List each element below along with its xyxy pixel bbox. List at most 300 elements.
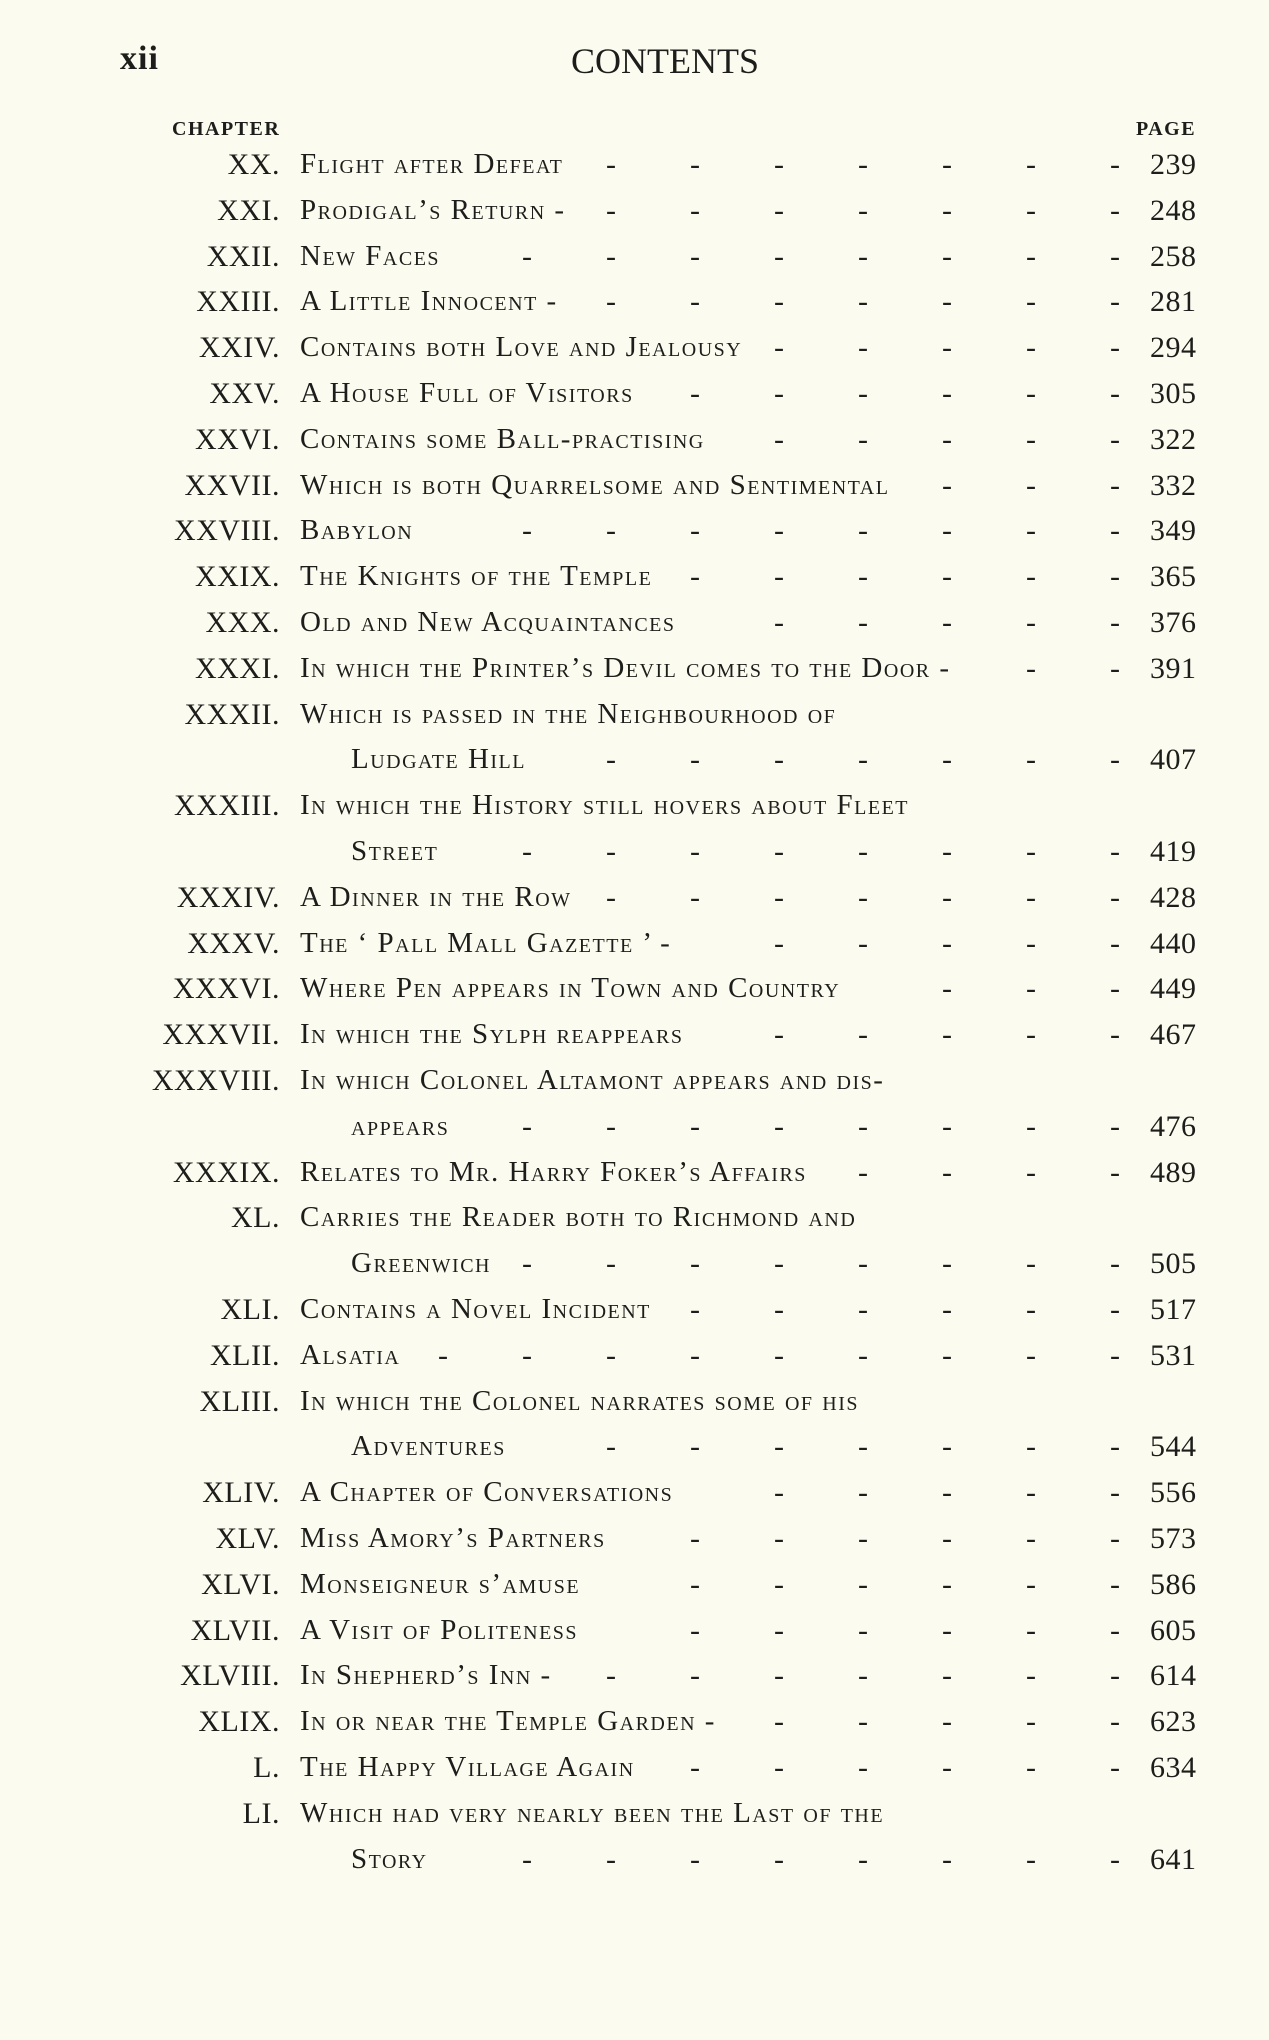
- leader-dash: -: [774, 1338, 784, 1372]
- leader-dash: -: [522, 1109, 532, 1143]
- chapter-number: LI.: [242, 1796, 280, 1830]
- leader-dash: -: [1026, 651, 1036, 685]
- leader-dash: -: [1110, 331, 1120, 365]
- leader-dash: -: [690, 1109, 700, 1143]
- chapter-number: XXI.: [217, 193, 280, 227]
- leader-dash: -: [858, 1705, 868, 1739]
- chapter-title: Prodigal’s Return -: [300, 193, 566, 226]
- leader-dash: -: [438, 1338, 448, 1372]
- chapter-title: The ‘ Pall Mall Gazette ’ -: [300, 926, 672, 959]
- chapter-number: XX.: [227, 148, 280, 181]
- chapter-title: Old and New Acquaintances: [300, 606, 676, 638]
- leader-dash: -: [774, 1109, 784, 1143]
- leader-dash: -: [1110, 1338, 1120, 1372]
- chapter-title-continuation: Ludgate Hill: [351, 743, 526, 776]
- chapter-title: Monseigneur s’amuse: [300, 1567, 581, 1600]
- leader-dash: -: [942, 514, 952, 548]
- contents-entry: [0, 377, 1269, 423]
- page-number: 365: [1150, 560, 1197, 594]
- chapter-title: Which is both Quarrelsome and Sentimental: [300, 468, 890, 501]
- leader-dash: -: [1110, 972, 1120, 1006]
- leader-dash: -: [690, 1247, 700, 1281]
- leader-dash: -: [858, 1751, 868, 1784]
- page-number: 467: [1150, 1018, 1197, 1052]
- leader-dash: -: [690, 377, 700, 410]
- chapter-title: Contains a Novel Incident: [300, 1293, 651, 1325]
- leader-dash: -: [1110, 560, 1120, 594]
- leader-dash: -: [522, 835, 532, 868]
- leader-dash: -: [1026, 1476, 1036, 1510]
- leader-dash: -: [690, 835, 700, 868]
- leader-dash: -: [1110, 651, 1120, 685]
- leader-dash: -: [606, 1842, 616, 1876]
- chapter-number: XXXVI.: [172, 972, 280, 1006]
- chapter-title: Contains both Love and Jealousy: [300, 331, 743, 364]
- leader-dash: -: [606, 835, 616, 868]
- chapter-title-continuation: appears: [351, 1109, 450, 1142]
- leader-dash: -: [942, 331, 952, 365]
- leader-dash: -: [774, 193, 784, 227]
- page-number: 349: [1150, 514, 1197, 548]
- chapter-title: A House Full of Visitors: [300, 377, 634, 409]
- chapter-title-continuation: Adventures: [351, 1430, 506, 1463]
- page-number: 391: [1150, 651, 1197, 685]
- leader-dash: -: [942, 1476, 952, 1510]
- page-number: 623: [1150, 1705, 1197, 1739]
- leader-dash: -: [1110, 377, 1120, 410]
- chapter-number: XXVII.: [184, 468, 280, 502]
- leader-dash: -: [942, 422, 952, 456]
- leader-dash: -: [774, 285, 784, 319]
- page-number: 614: [1150, 1659, 1197, 1693]
- contents-entry: [0, 1797, 1269, 1843]
- leader-dash: -: [774, 1705, 784, 1739]
- contents-entry: [0, 423, 1269, 469]
- chapter-title: A Dinner in the Row: [300, 880, 572, 913]
- leader-dash: -: [858, 606, 868, 639]
- leader-dash: -: [522, 514, 532, 548]
- leader-dash: -: [522, 239, 532, 273]
- leader-dash: -: [858, 514, 868, 548]
- leader-dash: -: [942, 1751, 952, 1784]
- leader-dash: -: [1026, 1293, 1036, 1326]
- leader-dash: -: [858, 148, 868, 181]
- chapter-title: The Knights of the Temple: [300, 560, 653, 593]
- leader-dash: -: [858, 1659, 868, 1693]
- leader-dash: -: [774, 377, 784, 410]
- contents-entry: [0, 927, 1269, 973]
- chapter-title: In which the Sylph reappears: [300, 1018, 684, 1051]
- leader-dash: -: [858, 1613, 868, 1647]
- leader-dash: -: [690, 1522, 700, 1555]
- leader-dash: -: [690, 1567, 700, 1601]
- leader-dash: -: [1110, 835, 1120, 868]
- leader-dash: -: [1026, 560, 1036, 594]
- contents-entry: [0, 240, 1269, 286]
- leader-dash: -: [774, 560, 784, 594]
- leader-dash: -: [606, 1338, 616, 1372]
- leader-dash: -: [942, 835, 952, 868]
- leader-dash: -: [942, 1705, 952, 1739]
- contents-entry: [0, 1522, 1269, 1568]
- leader-dash: -: [942, 1247, 952, 1281]
- leader-dash: -: [774, 743, 784, 777]
- leader-dash: -: [606, 880, 616, 914]
- leader-dash: -: [1026, 1247, 1036, 1281]
- leader-dash: -: [1026, 514, 1036, 548]
- leader-dash: -: [1110, 1659, 1120, 1693]
- contents-entry: [0, 1339, 1269, 1385]
- leader-dash: -: [858, 1476, 868, 1510]
- leader-dash: -: [858, 1247, 868, 1281]
- leader-dash: -: [858, 422, 868, 456]
- contents-entry: [0, 1659, 1269, 1705]
- leader-dash: -: [774, 239, 784, 273]
- chapter-title: Relates to Mr. Harry Foker’s Affairs: [300, 1155, 807, 1188]
- page-number: 476: [1150, 1109, 1197, 1143]
- leader-dash: -: [1110, 1109, 1120, 1143]
- page-number: 376: [1150, 606, 1197, 639]
- contents-entry: [0, 972, 1269, 1018]
- leader-dash: -: [942, 880, 952, 914]
- page-number: 332: [1150, 468, 1197, 502]
- chapter-number: XXXIX.: [172, 1155, 280, 1189]
- leader-dash: -: [858, 835, 868, 868]
- leader-dash: -: [1110, 468, 1120, 502]
- chapter-title: Carries the Reader both to Richmond and: [300, 1201, 857, 1234]
- contents-entry: [0, 469, 1269, 515]
- chapter-title: New Faces: [300, 239, 441, 272]
- leader-dash: -: [1110, 743, 1120, 777]
- chapter-number: XLIX.: [198, 1705, 280, 1739]
- leader-dash: -: [774, 514, 784, 548]
- chapter-number: XLIV.: [202, 1476, 280, 1510]
- leader-dash: -: [942, 1338, 952, 1372]
- leader-dash: -: [1026, 285, 1036, 319]
- page-number: 489: [1150, 1155, 1197, 1189]
- leader-dash: -: [942, 560, 952, 594]
- leader-dash: -: [1026, 148, 1036, 181]
- contents-entry: [0, 789, 1269, 835]
- leader-dash: -: [1110, 1155, 1120, 1189]
- chapter-title: Which is passed in the Neighbourhood of: [300, 697, 837, 730]
- page-number: 586: [1150, 1567, 1197, 1601]
- leader-dash: -: [1110, 193, 1120, 227]
- chapter-title: Contains some Ball-practising: [300, 422, 705, 455]
- leader-dash: -: [1110, 1613, 1120, 1647]
- leader-dash: -: [1110, 1842, 1120, 1876]
- leader-dash: -: [606, 743, 616, 777]
- page-number: 641: [1150, 1842, 1197, 1876]
- contents-entry: [0, 1568, 1269, 1614]
- leader-dash: -: [858, 926, 868, 960]
- leader-dash: -: [690, 1751, 700, 1784]
- page-number: 440: [1150, 926, 1197, 960]
- leader-dash: -: [858, 1293, 868, 1326]
- leader-dash: -: [606, 193, 616, 227]
- contents-entry: [0, 1201, 1269, 1247]
- leader-dash: -: [774, 1522, 784, 1555]
- leader-dash: -: [1110, 1018, 1120, 1052]
- leader-dash: -: [1110, 422, 1120, 456]
- leader-dash: -: [774, 1659, 784, 1693]
- leader-dash: -: [942, 1018, 952, 1052]
- chapter-number: XXXVII.: [162, 1018, 280, 1052]
- chapter-number: XLVI.: [201, 1567, 280, 1601]
- leader-dash: -: [1026, 377, 1036, 410]
- leader-dash: -: [690, 239, 700, 273]
- contents-entry: [0, 148, 1269, 194]
- chapter-title: In which Colonel Altamont appears and dis-: [300, 1064, 885, 1096]
- chapter-number: XXIV.: [198, 331, 280, 365]
- chapter-title: Which had very nearly been the Last of the: [300, 1796, 885, 1829]
- contents-entry-continuation: [0, 1843, 1269, 1889]
- leader-dash: -: [942, 1613, 952, 1647]
- leader-dash: -: [1026, 1567, 1036, 1601]
- leader-dash: -: [1110, 285, 1120, 319]
- contents-entry: [0, 1156, 1269, 1202]
- leader-dash: -: [1110, 1293, 1120, 1326]
- leader-dash: -: [858, 1155, 868, 1189]
- leader-dash: -: [942, 468, 952, 502]
- chapter-number: XXX.: [205, 606, 280, 639]
- page-number: 605: [1150, 1613, 1197, 1647]
- chapter-title: Alsatia: [300, 1338, 401, 1371]
- chapter-title: A Little Innocent -: [300, 285, 558, 318]
- contents-entry: [0, 1705, 1269, 1751]
- leader-dash: -: [1110, 606, 1120, 639]
- chapter-title: In which the History still hovers about Fleet: [300, 789, 910, 822]
- chapter-number: XXXIV.: [176, 880, 280, 914]
- contents-entry: [0, 652, 1269, 698]
- leader-dash: -: [774, 1751, 784, 1784]
- leader-dash: -: [690, 193, 700, 227]
- leader-dash: -: [942, 239, 952, 273]
- chapter-number: XXV.: [209, 377, 280, 410]
- chapter-title: Miss Amory’s Partners: [300, 1522, 606, 1554]
- chapter-number: XLVIII.: [180, 1659, 280, 1693]
- page-number: 531: [1150, 1338, 1197, 1372]
- leader-dash: -: [606, 1109, 616, 1143]
- leader-dash: -: [1026, 606, 1036, 639]
- chapter-title: In which the Printer’s Devil comes to the Door -: [300, 651, 951, 684]
- contents-entry: [0, 881, 1269, 927]
- page-number: 407: [1150, 743, 1197, 777]
- contents-entry: [0, 698, 1269, 744]
- chapter-number: XLI.: [220, 1293, 280, 1326]
- leader-dash: -: [1026, 422, 1036, 456]
- leader-dash: -: [1110, 1751, 1120, 1784]
- leader-dash: -: [1026, 880, 1036, 914]
- chapter-number: XXXI.: [195, 651, 280, 685]
- leader-dash: -: [1110, 880, 1120, 914]
- leader-dash: -: [774, 880, 784, 914]
- leader-dash: -: [774, 1018, 784, 1052]
- leader-dash: -: [858, 193, 868, 227]
- page-number: 305: [1150, 377, 1197, 410]
- contents-entry-continuation: [0, 1430, 1269, 1476]
- contents-entry-continuation: [0, 1247, 1269, 1293]
- leader-dash: -: [942, 926, 952, 960]
- chapter-title: A Chapter of Conversations: [300, 1476, 674, 1509]
- leader-dash: -: [1026, 1842, 1036, 1876]
- page-number: 428: [1150, 880, 1197, 914]
- leader-dash: -: [1026, 926, 1036, 960]
- chapter-number: XXIII.: [196, 285, 280, 319]
- leader-dash: -: [774, 926, 784, 960]
- contents-entry: [0, 560, 1269, 606]
- leader-dash: -: [774, 1293, 784, 1326]
- leader-dash: -: [774, 1430, 784, 1464]
- leader-dash: -: [606, 239, 616, 273]
- leader-dash: -: [774, 422, 784, 456]
- page-number: 517: [1150, 1293, 1197, 1326]
- leader-dash: -: [942, 1522, 952, 1555]
- leader-dash: -: [858, 1842, 868, 1876]
- leader-dash: -: [942, 1659, 952, 1693]
- leader-dash: -: [690, 1430, 700, 1464]
- leader-dash: -: [1026, 1430, 1036, 1464]
- leader-dash: -: [942, 606, 952, 639]
- leader-dash: -: [858, 743, 868, 777]
- leader-dash: -: [774, 1842, 784, 1876]
- chapter-number: XL.: [231, 1201, 280, 1235]
- leader-dash: -: [774, 1476, 784, 1510]
- leader-dash: -: [1026, 1613, 1036, 1647]
- page-number: 248: [1150, 193, 1197, 227]
- chapter-title: In or near the Temple Garden -: [300, 1705, 716, 1738]
- leader-dash: -: [942, 1109, 952, 1143]
- chapter-number: XXXIII.: [174, 789, 280, 823]
- leader-dash: -: [690, 1613, 700, 1647]
- leader-dash: -: [1110, 1476, 1120, 1510]
- chapter-column-heading: CHAPTER: [172, 118, 281, 140]
- page-number: 322: [1150, 422, 1197, 456]
- page-number: 449: [1150, 972, 1197, 1006]
- leader-dash: -: [774, 148, 784, 181]
- contents-entry: [0, 194, 1269, 240]
- leader-dash: -: [1026, 972, 1036, 1006]
- leader-dash: -: [606, 1659, 616, 1693]
- contents-entry: [0, 1064, 1269, 1110]
- chapter-number: L.: [253, 1751, 280, 1784]
- leader-dash: -: [690, 743, 700, 777]
- folio-number: xii: [120, 40, 159, 77]
- page-number: 419: [1150, 835, 1197, 868]
- leader-dash: -: [942, 1293, 952, 1326]
- leader-dash: -: [522, 1247, 532, 1281]
- leader-dash: -: [690, 1659, 700, 1693]
- leader-dash: -: [1026, 1155, 1036, 1189]
- leader-dash: -: [522, 1842, 532, 1876]
- leader-dash: -: [1026, 1109, 1036, 1143]
- leader-dash: -: [1026, 193, 1036, 227]
- leader-dash: -: [1110, 1522, 1120, 1555]
- chapter-title: Babylon: [300, 514, 414, 547]
- leader-dash: -: [858, 560, 868, 594]
- leader-dash: -: [774, 835, 784, 868]
- leader-dash: -: [1026, 1705, 1036, 1739]
- contents-entry: [0, 285, 1269, 331]
- leader-dash: -: [858, 239, 868, 273]
- contents-entry: [0, 1293, 1269, 1339]
- chapter-title: The Happy Village Again: [300, 1751, 635, 1783]
- running-head: CONTENTS: [571, 41, 759, 81]
- chapter-title: Flight after Defeat: [300, 148, 564, 180]
- contents-entry: [0, 1385, 1269, 1431]
- leader-dash: -: [690, 285, 700, 319]
- chapter-number: XXIX.: [195, 560, 280, 594]
- leader-dash: -: [942, 1842, 952, 1876]
- contents-entry: [0, 1476, 1269, 1522]
- leader-dash: -: [858, 1567, 868, 1601]
- page-number: 544: [1150, 1430, 1197, 1464]
- chapter-number: XLVII.: [190, 1613, 280, 1647]
- leader-dash: -: [858, 377, 868, 410]
- leader-dash: -: [1026, 1018, 1036, 1052]
- leader-dash: -: [774, 1247, 784, 1281]
- leader-dash: -: [690, 1338, 700, 1372]
- leader-dash: -: [522, 1338, 532, 1372]
- page-number: 556: [1150, 1476, 1197, 1510]
- leader-dash: -: [858, 331, 868, 365]
- leader-dash: -: [1026, 1522, 1036, 1555]
- leader-dash: -: [942, 743, 952, 777]
- leader-dash: -: [1110, 239, 1120, 273]
- leader-dash: -: [1026, 239, 1036, 273]
- leader-dash: -: [690, 1293, 700, 1326]
- contents-entry-continuation: [0, 743, 1269, 789]
- leader-dash: -: [690, 880, 700, 914]
- leader-dash: -: [858, 285, 868, 319]
- contents-entry-continuation: [0, 835, 1269, 881]
- leader-dash: -: [774, 1613, 784, 1647]
- leader-dash: -: [690, 1842, 700, 1876]
- leader-dash: -: [1026, 1338, 1036, 1372]
- contents-entry: [0, 606, 1269, 652]
- leader-dash: -: [942, 1155, 952, 1189]
- leader-dash: -: [690, 148, 700, 181]
- leader-dash: -: [774, 331, 784, 365]
- leader-dash: -: [1110, 1705, 1120, 1739]
- chapter-title-continuation: Street: [351, 835, 439, 867]
- chapter-number: XXVIII.: [174, 514, 280, 548]
- chapter-number: XLV.: [215, 1522, 280, 1555]
- leader-dash: -: [1110, 1247, 1120, 1281]
- page-number: 634: [1150, 1751, 1197, 1784]
- chapter-title: A Visit of Politeness: [300, 1613, 579, 1646]
- chapter-number: XXXV.: [187, 926, 280, 960]
- chapter-number: XXVI.: [195, 422, 280, 456]
- leader-dash: -: [942, 193, 952, 227]
- leader-dash: -: [1026, 331, 1036, 365]
- leader-dash: -: [606, 148, 616, 181]
- chapter-title: Where Pen appears in Town and Country: [300, 972, 841, 1005]
- leader-dash: -: [942, 1567, 952, 1601]
- leader-dash: -: [1110, 926, 1120, 960]
- leader-dash: -: [942, 285, 952, 319]
- leader-dash: -: [774, 606, 784, 639]
- contents-entry: [0, 1018, 1269, 1064]
- contents-entry: [0, 1751, 1269, 1797]
- chapter-number: XXII.: [206, 239, 280, 273]
- page-number: 294: [1150, 331, 1197, 365]
- page-column-heading: PAGE: [1136, 118, 1197, 140]
- contents-entry: [0, 1614, 1269, 1660]
- leader-dash: -: [1110, 514, 1120, 548]
- leader-dash: -: [942, 377, 952, 410]
- chapter-number: XXXII.: [184, 697, 280, 731]
